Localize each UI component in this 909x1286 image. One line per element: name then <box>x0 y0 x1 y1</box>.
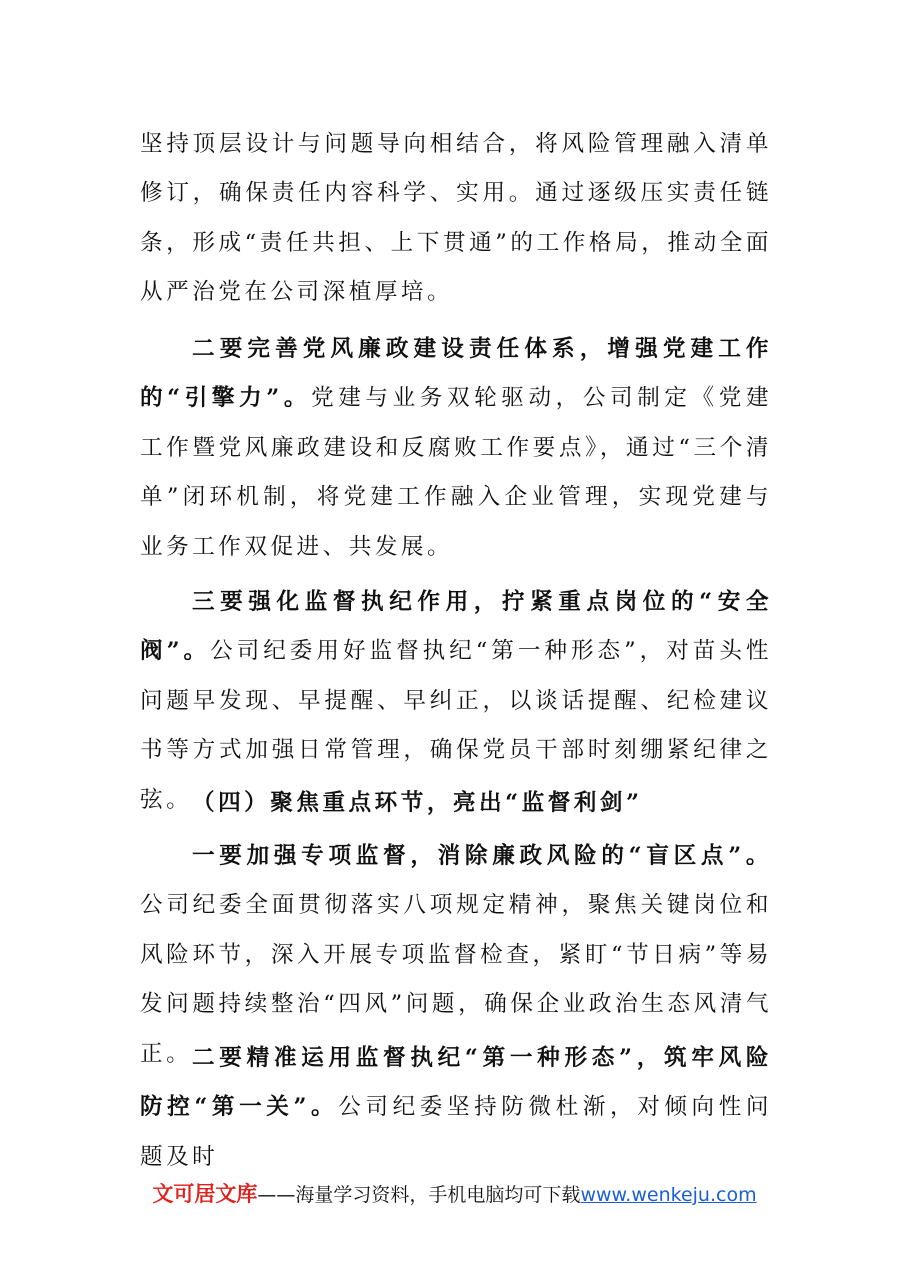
paragraph-1 <box>140 120 772 318</box>
paragraph-3-text: 公司纪委用好监督执纪“第一种形态”，对苗头性问题早发现、早提醒、早纠正，以谈话提醒、纪检建议书等方式加强日常管理，确保党员干部时刻绷紧纪律之弦。 <box>140 638 772 813</box>
footer-site-link[interactable]: www.wenkeju.com <box>580 1184 757 1206</box>
section-heading <box>140 779 772 828</box>
paragraph-2 <box>140 325 772 572</box>
paragraph-1-text: 坚持顶层设计与问题导向相结合，将风险管理融入清单修订，确保责任内容科学、实用。通过逐级压实责任链条，形成“责任共担、上下贯通”的工作格局，推动全面从严治党在公司深植厚培。 <box>140 131 772 306</box>
paragraph-6-lead: 二要精准运用监督执纪“第一种形态”，筑牢风险防控“第一关”。 <box>140 1045 772 1121</box>
paragraph-2-lead: 二要完善党风廉政建设责任体系，增强党建工作的“引擎力”。 <box>140 336 772 412</box>
footer-tagline: ——海量学习资料，手机电脑均可下载 <box>257 1184 581 1206</box>
section-heading-text: （四）聚焦重点环节，亮出“监督利剑” <box>192 790 643 816</box>
footer-banner <box>0 1178 909 1208</box>
paragraph-2-text: 党建与业务双轮驱动，公司制定《党建工作暨党风廉政建设和反腐败工作要点》，通过“三个清单”闭环机制，将党建工作融入企业管理，实现党建与业务工作双促进、共发展。 <box>140 385 773 560</box>
paragraph-5-text: 公司纪委全面贯彻落实八项规定精神，聚焦关键岗位和风险环节，深入开展专项监督检查，紧盯“节日病”等易发问题持续整治“四风”问题，确保企业政治生态风清气正。 <box>140 892 772 1067</box>
paragraph-5-lead: 一要加强专项监督，消除廉政风险的“盲区点”。 <box>192 843 772 869</box>
paragraph-6 <box>140 1034 772 1182</box>
paragraph-3-lead: 三要强化监督执纪作用，拧紧重点岗位的“安全阀”。 <box>140 589 772 665</box>
paragraph-6-text: 公司纪委坚持防微杜渐，对倾向性问题及时 <box>140 1094 772 1170</box>
footer-brand: 文可居文库 <box>152 1182 258 1206</box>
